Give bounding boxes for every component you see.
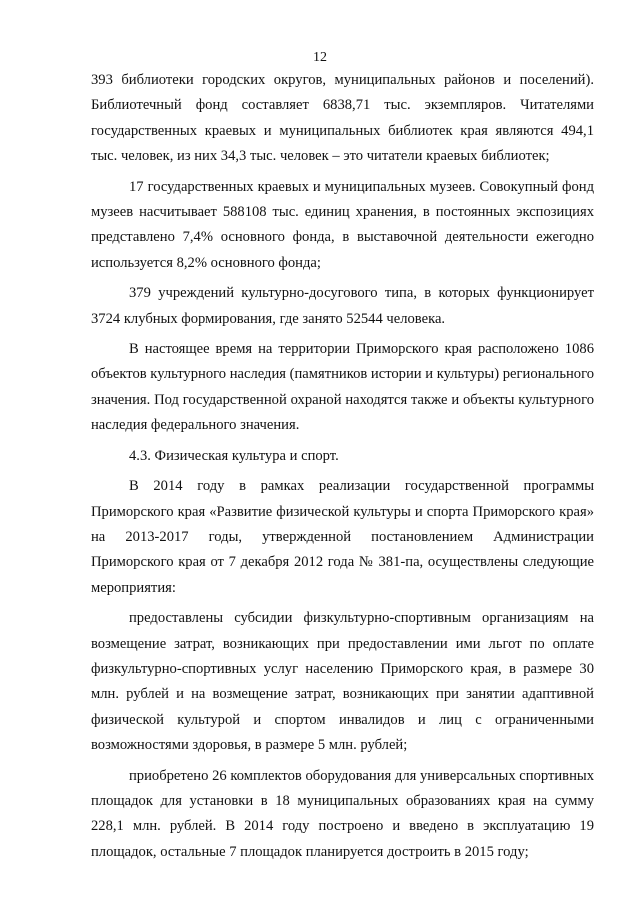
paragraph-museums: 17 государственных краевых и муниципальных музеев. Совокупный фонд музеев насчитывает 588108 тыс. единиц хранения, в постоянных экспозициях представлено 7,4% основного фонда, в выставочной деятельности ежегодно используется 8,2% основного фонда;: [91, 178, 594, 271]
paragraph-subsidies: предоставлены субсидии физкультурно-спортивным организациям на возмещение затрат, возникающих при предоставлении ими льгот по оплате физкультурно-спортивных услуг населению Приморского края, в размере 30 млн. рублей и на возмещение затрат, возникающих при занятии адаптивной физической культурой и спортом инвалидов и лиц с ограниченными возможностями здоровья, в размере 5 млн. рублей;: [91, 610, 594, 754]
section-heading-sport: 4.3. Физическая культура и спорт.: [129, 447, 339, 464]
paragraph-cultural-heritage: В настоящее время на территории Приморского края расположено 1086 объектов культурного наследия (памятников истории и культуры) регионального значения. Под государственной охраной находятся также и объекты культурного наследия федерального значения.: [91, 341, 594, 434]
document-body: [91, 68, 594, 865]
paragraph-cultural-leisure: 379 учреждений культурно-досугового типа, в которых функционирует 3724 клубных формирования, где занято 52544 человека.: [91, 285, 594, 327]
paragraph-sport-program: В 2014 году в рамках реализации государственной программы Приморского края «Развитие физической культуры и спорта Приморского края» на 2013-2017 годы, утвержденной постановлением Администрации Приморского края от 7 декабря 2012 года № 381-па, осуществлены следующие мероприятия:: [91, 478, 594, 596]
page-number: 12: [313, 50, 327, 65]
paragraph-libraries: 393 библиотеки городских округов, муниципальных районов и поселений). Библиотечный фонд составляет 6838,71 тыс. экземпляров. Читателями государственных краевых и муниципальных библиотек края являются 494,1 тыс. человек, из них 34,3 тыс. человек – это читатели краевых библиотек;: [91, 72, 594, 165]
paragraph-equipment: приобретено 26 комплектов оборудования для универсальных спортивных площадок для установки в 18 муниципальных образованиях края на сумму 228,1 млн. рублей. В 2014 году построено и введено в эксплуатацию 19 площадок, остальные 7 площадок планируется достроить в 2015 году;: [91, 767, 594, 860]
